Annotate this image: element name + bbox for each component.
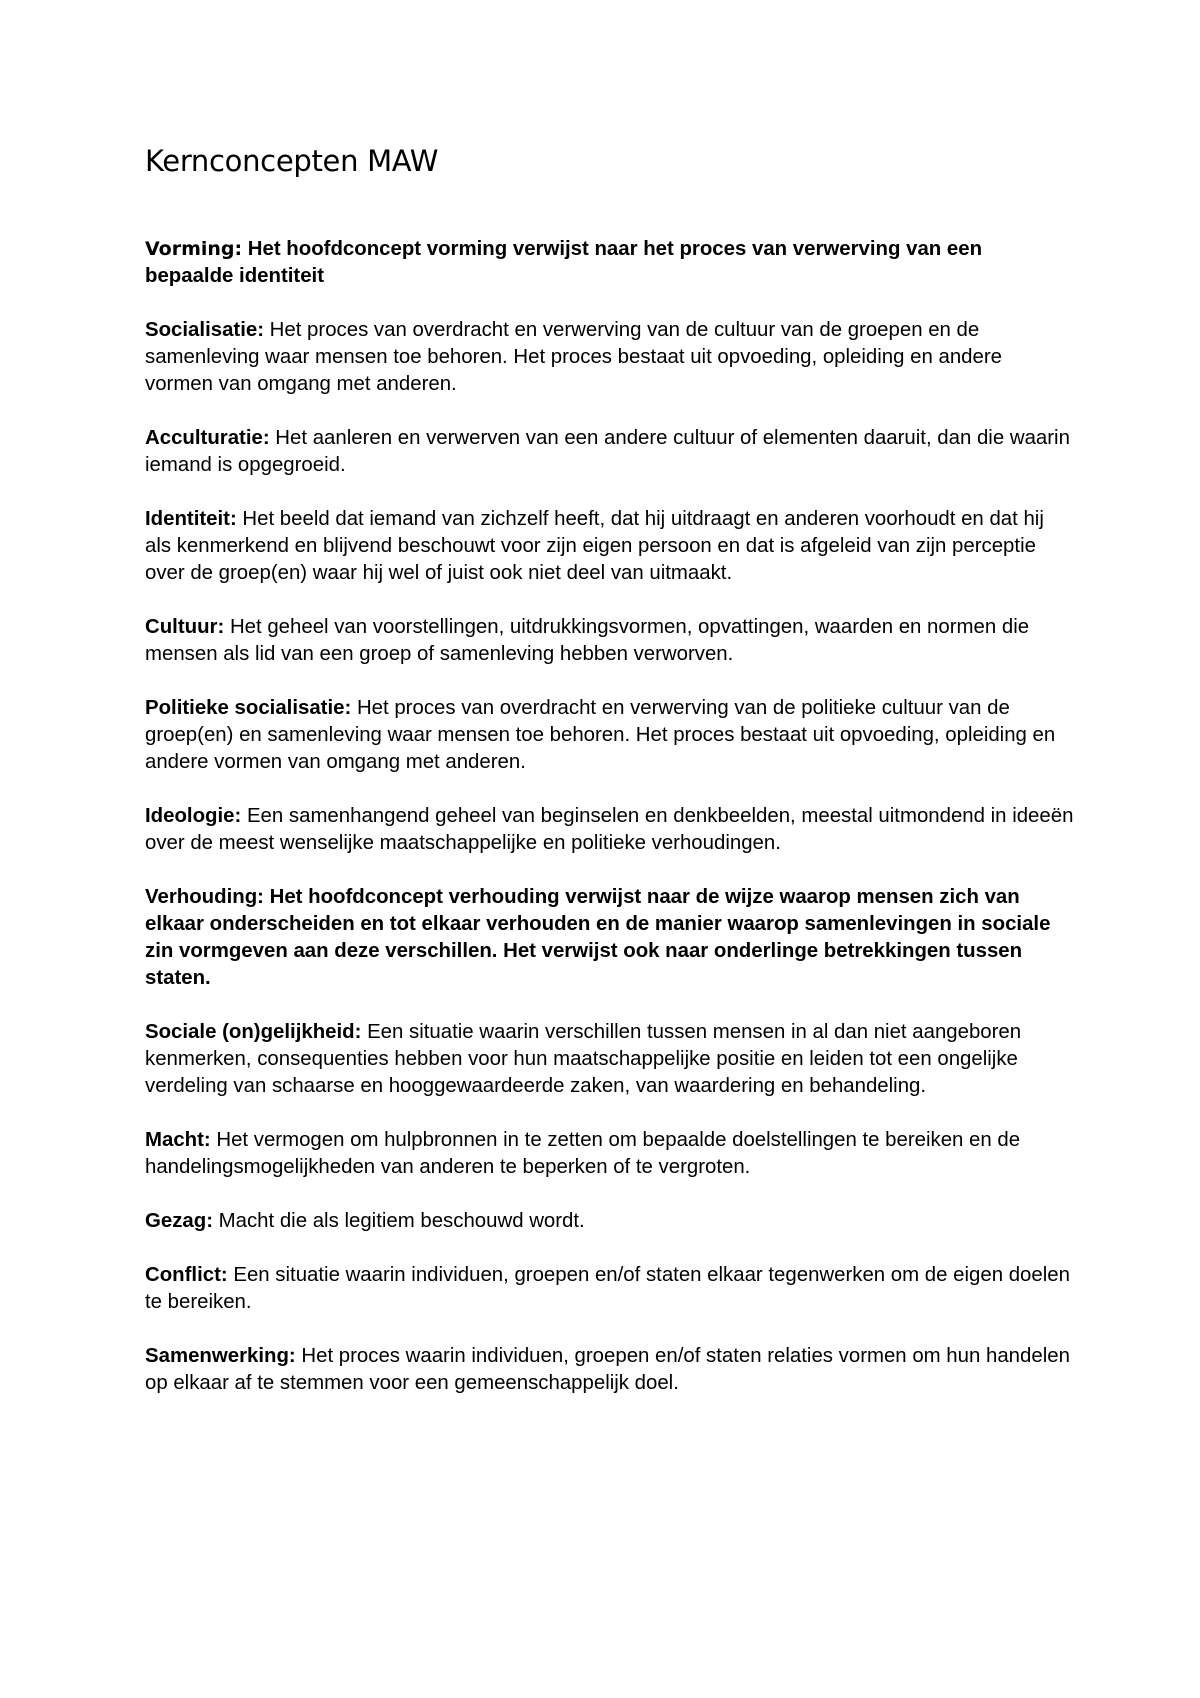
concept-entry-socialisatie	[145, 317, 1075, 398]
concept-list	[145, 236, 1075, 1424]
concept-term: Socialisatie:	[145, 319, 264, 341]
concept-definition: Het geheel van voorstellingen, uitdrukkingsvormen, opvattingen, waarden en normen die mensen als lid van een groep of samenleving hebben verworven.	[145, 616, 1030, 665]
concept-entry-ideologie	[145, 803, 1075, 857]
concept-definition: Het aanleren en verwerven van een andere cultuur of elementen daaruit, dan die waarin iemand is opgegroeid.	[145, 427, 1070, 476]
concept-term: Acculturatie:	[145, 427, 270, 449]
concept-definition: Een samenhangend geheel van beginselen en denkbeelden, meestal uitmondend in ideeën over de meest wenselijke maatschappelijke en politieke verhoudingen.	[145, 805, 1074, 854]
concept-entry-acculturatie	[145, 425, 1075, 479]
concept-term: Conflict:	[145, 1264, 228, 1286]
concept-term: Macht:	[145, 1129, 211, 1151]
concept-entry-politieke-socialisatie	[145, 695, 1075, 776]
concept-entry-vorming	[145, 236, 1075, 290]
concept-definition: Het hoofdconcept vorming verwijst naar het proces van verwerving van een bepaalde identiteit	[145, 238, 983, 287]
concept-term: Identiteit:	[145, 508, 237, 530]
concept-entry-verhouding	[145, 884, 1075, 992]
concept-definition: Het proces van overdracht en verwerving van de cultuur van de groepen en de samenleving waar mensen toe behoren. Het proces bestaat uit opvoeding, opleiding en andere vormen van omgang met anderen.	[145, 319, 1002, 395]
concept-term: Samenwerking:	[145, 1345, 296, 1367]
concept-term: Verhouding:	[145, 886, 264, 908]
concept-entry-sociale-ongelijkheid	[145, 1019, 1075, 1100]
concept-definition: Het proces waarin individuen, groepen en/of staten relaties vormen om hun handelen op elkaar af te stemmen voor een gemeenschappelijk doel.	[145, 1345, 1070, 1394]
concept-term: Ideologie:	[145, 805, 242, 827]
concept-definition: Het vermogen om hulpbronnen in te zetten om bepaalde doelstellingen te bereiken en de handelingsmogelijkheden van anderen te beperken of te vergroten.	[145, 1129, 1021, 1178]
concept-entry-identiteit	[145, 506, 1075, 587]
concept-entry-samenwerking	[145, 1343, 1075, 1397]
concept-entry-conflict	[145, 1262, 1075, 1316]
concept-definition: Macht die als legitiem beschouwd wordt.	[212, 1210, 585, 1232]
concept-definition: Het hoofdconcept verhouding verwijst naar de wijze waarop mensen zich van elkaar onderscheiden en tot elkaar verhouden en de manier waarop samenlevingen in sociale zin vormgeven aan deze verschillen. Het verwijst ook naar onderlinge betrekkingen tussen staten.	[145, 886, 1051, 989]
concept-entry-gezag	[145, 1208, 1075, 1235]
concept-entry-cultuur	[145, 614, 1075, 668]
concept-definition: Een situatie waarin verschillen tussen mensen in al dan niet aangeboren kenmerken, consequenties hebben voor hun maatschappelijke positie en leiden tot een ongelijke verdeling van schaarse en hooggewaardeerde zaken, van waardering en behandeling.	[145, 1021, 1022, 1097]
document-title: Kernconcepten MAW	[145, 144, 439, 178]
concept-term: Cultuur:	[145, 616, 225, 638]
concept-term: Vorming:	[145, 238, 243, 260]
concept-term: Politieke socialisatie:	[145, 697, 352, 719]
concept-term: Gezag:	[145, 1210, 213, 1232]
concept-term: Sociale (on)gelijkheid:	[145, 1021, 362, 1043]
concept-entry-macht	[145, 1127, 1075, 1181]
concept-definition: Een situatie waarin individuen, groepen en/of staten elkaar tegenwerken om de eigen doelen te bereiken.	[145, 1264, 1070, 1313]
concept-definition: Het proces van overdracht en verwerving van de politieke cultuur van de groep(en) en samenleving waar mensen toe behoren. Het proces bestaat uit opvoeding, opleiding en andere vormen van omgang met anderen.	[145, 697, 1056, 773]
concept-definition: Het beeld dat iemand van zichzelf heeft, dat hij uitdraagt en anderen voorhoudt en dat hij als kenmerkend en blijvend beschouwt voor zijn eigen persoon en dat is afgeleid van zijn perceptie over de groep(en) waar hij wel of juist ook niet deel van uitmaakt.	[145, 508, 1044, 584]
